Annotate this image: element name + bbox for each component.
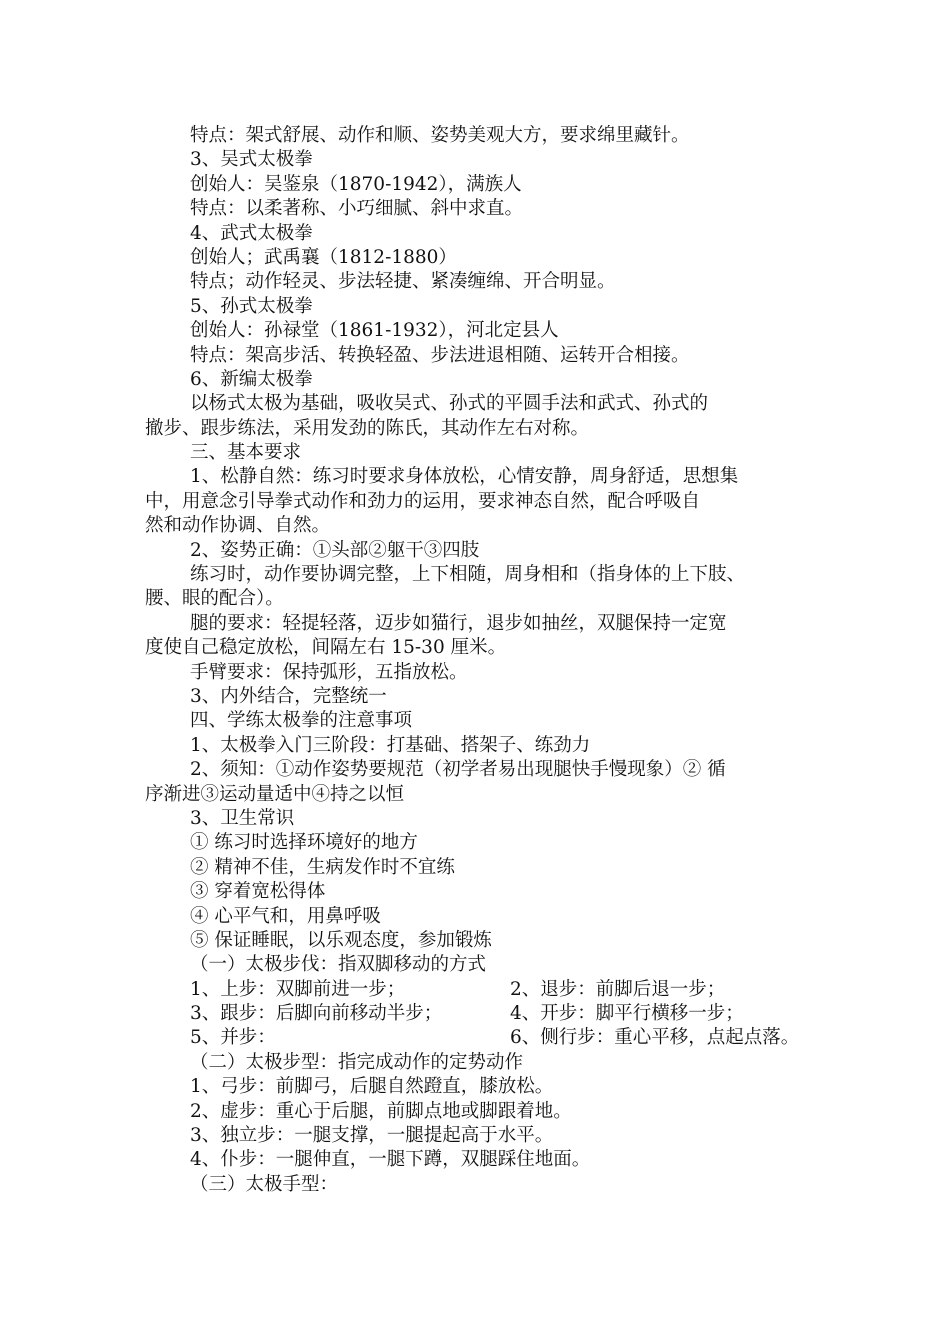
list-item: 1、弓步：前脚弓，后腿自然蹬直，膝放松。 — [190, 1076, 554, 1098]
text-line: 练习时，动作要协调完整，上下相随，周身相和（指身体的上下肢、 — [190, 564, 746, 586]
list-item: ③ 穿着宽松得体 — [190, 881, 326, 903]
text-line: 特点：以柔著称、小巧细腻、斜中求直。 — [190, 198, 524, 220]
section-heading: 四、学练太极拳的注意事项 — [190, 710, 413, 732]
text-line: 腿的要求：轻提轻落，迈步如猫行，退步如抽丝，双腿保持一定宽 — [190, 612, 727, 634]
list-item: ① 练习时选择环境好的地方 — [190, 832, 418, 854]
step-item: 6、侧行步：重心平移，点起点落。 — [510, 1027, 800, 1049]
text-line: 2、姿势正确：①头部②躯干③四肢 — [190, 539, 480, 561]
list-item: 4、仆步：一腿伸直，一腿下蹲，双腿踩住地面。 — [190, 1149, 591, 1171]
text-line: 2、须知：①动作姿势要规范（初学者易出现腿快手慢现象）② 循 — [190, 759, 726, 781]
section-heading: 4、武式太极拳 — [190, 222, 313, 244]
step-item: 1、上步：双脚前进一步； — [190, 978, 406, 1000]
text-line: 中，用意念引导拳式动作和劲力的运用，要求神态自然，配合呼吸自 — [145, 490, 701, 512]
text-line: 度使自己稳定放松，间隔左右 15-30 厘米。 — [145, 637, 507, 659]
text-line: 创始人；武禹襄（1812-1880） — [190, 246, 457, 268]
step-item: 5、并步： — [190, 1027, 276, 1049]
text-line: 3、内外结合，完整统一 — [190, 685, 387, 707]
text-line: 撤步、跟步练法，采用发劲的陈氏，其动作左右对称。 — [145, 417, 590, 439]
text-line: 手臂要求：保持弧形，五指放松。 — [190, 661, 468, 683]
section-heading: （一）太极步伐：指双脚移动的方式 — [190, 954, 487, 976]
section-heading: 3、吴式太极拳 — [190, 149, 313, 171]
list-item: ② 精神不佳，生病发作时不宜练 — [190, 856, 455, 878]
step-pair-row — [145, 978, 825, 1002]
section-heading: 3、卫生常识 — [190, 807, 295, 829]
text-line: 特点：架高步活、转换轻盈、步法进退相随、运转开合相接。 — [190, 344, 690, 366]
text-line: 序渐进③运动量适中④持之以恒 — [145, 783, 405, 805]
step-pair-row — [145, 1026, 825, 1050]
step-item: 4、开步：脚平行横移一步； — [510, 1003, 744, 1025]
list-item: ⑤ 保证睡眠，以乐观态度，参加锻炼 — [190, 929, 492, 951]
document-body — [145, 124, 825, 1197]
step-item: 2、退步：前脚后退一步； — [510, 978, 726, 1000]
list-item: ④ 心平气和，用鼻呼吸 — [190, 905, 381, 927]
list-item: 3、独立步：一腿支撑，一腿提起高于水平。 — [190, 1125, 554, 1147]
text-line: 创始人：孙禄堂（1861-1932），河北定县人 — [190, 320, 559, 342]
step-pair-row — [145, 1002, 825, 1026]
section-heading: 6、新编太极拳 — [190, 368, 313, 390]
text-line: 创始人：吴鉴泉（1870-1942），满族人 — [190, 173, 522, 195]
text-line: 特点：架式舒展、动作和顺、姿势美观大方，要求绵里藏针。 — [190, 125, 690, 146]
text-line: 1、松静自然：练习时要求身体放松，心情安静，周身舒适，思想集 — [190, 466, 739, 488]
section-heading: （三）太极手型： — [190, 1173, 339, 1195]
step-item: 3、跟步：后脚向前移动半步； — [190, 1003, 443, 1025]
section-heading: 三、基本要求 — [190, 442, 302, 464]
section-heading: 5、孙式太极拳 — [190, 295, 313, 317]
text-line: 1、太极拳入门三阶段：打基础、搭架子、练劲力 — [190, 734, 591, 756]
section-heading: （二）太极步型：指完成动作的定势动作 — [190, 1051, 524, 1073]
text-line: 腰、眼的配合）。 — [145, 588, 284, 610]
list-item: 2、虚步：重心于后腿，前脚点地或脚跟着地。 — [190, 1100, 572, 1122]
text-line: 特点；动作轻灵、步法轻捷、紧凑缠绵、开合明显。 — [190, 271, 616, 293]
text-line: 然和动作协调、自然。 — [145, 515, 331, 537]
text-line: 以杨式太极为基础，吸收吴式、孙式的平圆手法和武式、孙式的 — [190, 393, 709, 415]
